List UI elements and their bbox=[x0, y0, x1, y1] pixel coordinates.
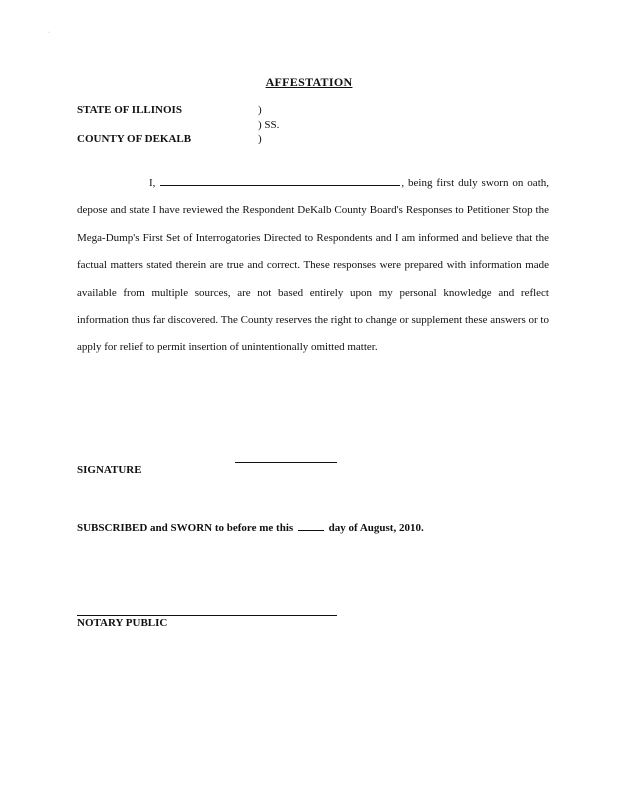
notary-signature-line bbox=[77, 614, 337, 616]
affiant-name-blank bbox=[160, 175, 400, 186]
day-blank bbox=[298, 521, 324, 531]
venue-state: STATE OF ILLINOIS bbox=[77, 104, 182, 116]
subscribed-text-before: SUBSCRIBED and SWORN to before me this bbox=[77, 522, 294, 534]
attestation-lead: I, bbox=[149, 177, 156, 189]
document-title: AFFESTATION bbox=[265, 75, 353, 89]
venue-paren-3: ) bbox=[258, 133, 262, 145]
subscribed-sworn-line bbox=[77, 521, 424, 534]
signature-line bbox=[235, 461, 337, 463]
subscribed-text-after: day of August, 2010. bbox=[328, 522, 424, 534]
scan-speck: · bbox=[48, 30, 50, 36]
venue-county: COUNTY OF DEKALB bbox=[77, 133, 192, 145]
notary-public-label: NOTARY PUBLIC bbox=[77, 617, 168, 629]
attestation-paragraph bbox=[77, 170, 549, 362]
signature-label: SIGNATURE bbox=[77, 464, 142, 476]
venue-paren-1: ) bbox=[258, 104, 262, 116]
attestation-text: , being first duly sworn on oath, depose and state I have reviewed the Respondent DeKalb County Board's Responses to Petitioner Stop the Mega-Dump's First Set of Interrogatories Directed to Respondents and I am informed and believe that the factual matters stated therein are true and correct. These responses were prepared with information made available from multiple sources, are not based entirely upon my personal knowledge and reflect information thus far discovered. The County reserves the right to change or supplement these answers or to apply for relief to permit insertion of unintentionally omitted matter. bbox=[77, 177, 549, 354]
venue-paren-ss: ) SS. bbox=[258, 119, 280, 131]
